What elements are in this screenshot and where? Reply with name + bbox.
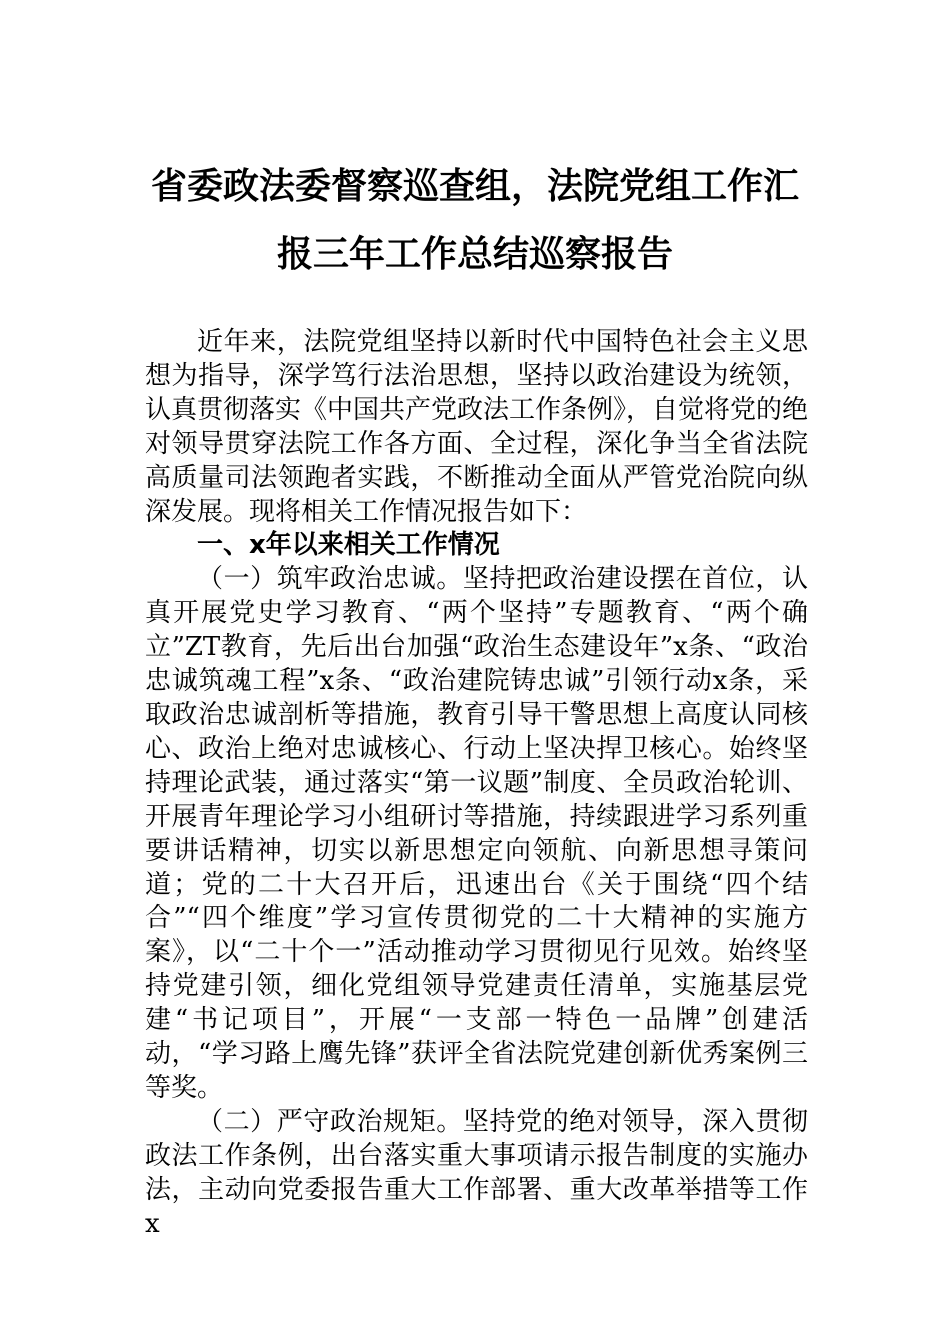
paragraph-political-loyalty: （一）筑牢政治忠诚。坚持把政治建设摆在首位，认真开展党史学习教育、“两个坚持”专题教育、“两个确立”ZT教育，先后出台加强“政治生态建设年”x条、“政治忠诚筑魂工程”x条、“政治建院铸忠诚”引领行动x条，采取政治忠诚剖析等措施，教育引导干警思想上高度认同核心、政治上绝对忠诚核心、行动上坚决捍卫核心。始终坚持理论武装，通过落实“第一议题”制度、全员政治轮训、开展青年理论学习小组研讨等措施，持续跟进学习系列重要讲话精神，切实以新思想定向领航、向新思想寻策问道；党的二十大召开后，迅速出台《关于围绕“四个结合”“四个维度”学习宣传贯彻党的二十大精神的实施方案》，以“二十个一”活动推动学习贯彻见行见效。始终坚持党建引领，细化党组领导党建责任清单，实施基层党建“书记项目”，开展“一支部一特色一品牌”创建活动，“学习路上鹰先锋”获评全省法院党建创新优秀案例三等奖。 xyxy=(145,564,808,1103)
section-heading-1: 一、x年以来相关工作情况 xyxy=(197,530,500,561)
document-body xyxy=(145,326,808,1241)
paragraph-political-rules: （二）严守政治规矩。坚持党的绝对领导，深入贯彻政法工作条例，出台落实重大事项请示报告制度的实施办法，主动向党委报告重大工作部署、重大改革举措等工作x xyxy=(145,1106,808,1239)
paragraph-intro: 近年来，法院党组坚持以新时代中国特色社会主义思想为指导，深学笃行法治思想，坚持以政治建设为统领，认真贯彻落实《中国共产党政法工作条例》，自觉将党的绝对领导贯穿法院工作各方面、全过程，深化争当全省法院高质量司法领跑者实践，不断推动全面从严管党治院向纵深发展。现将相关工作情况报告如下： xyxy=(145,327,809,527)
document-title-line-2: 报三年工作总结巡察报告 xyxy=(276,233,673,275)
document-title-line-1: 省委政法委督察巡查组，法院党组工作汇 xyxy=(150,165,799,207)
